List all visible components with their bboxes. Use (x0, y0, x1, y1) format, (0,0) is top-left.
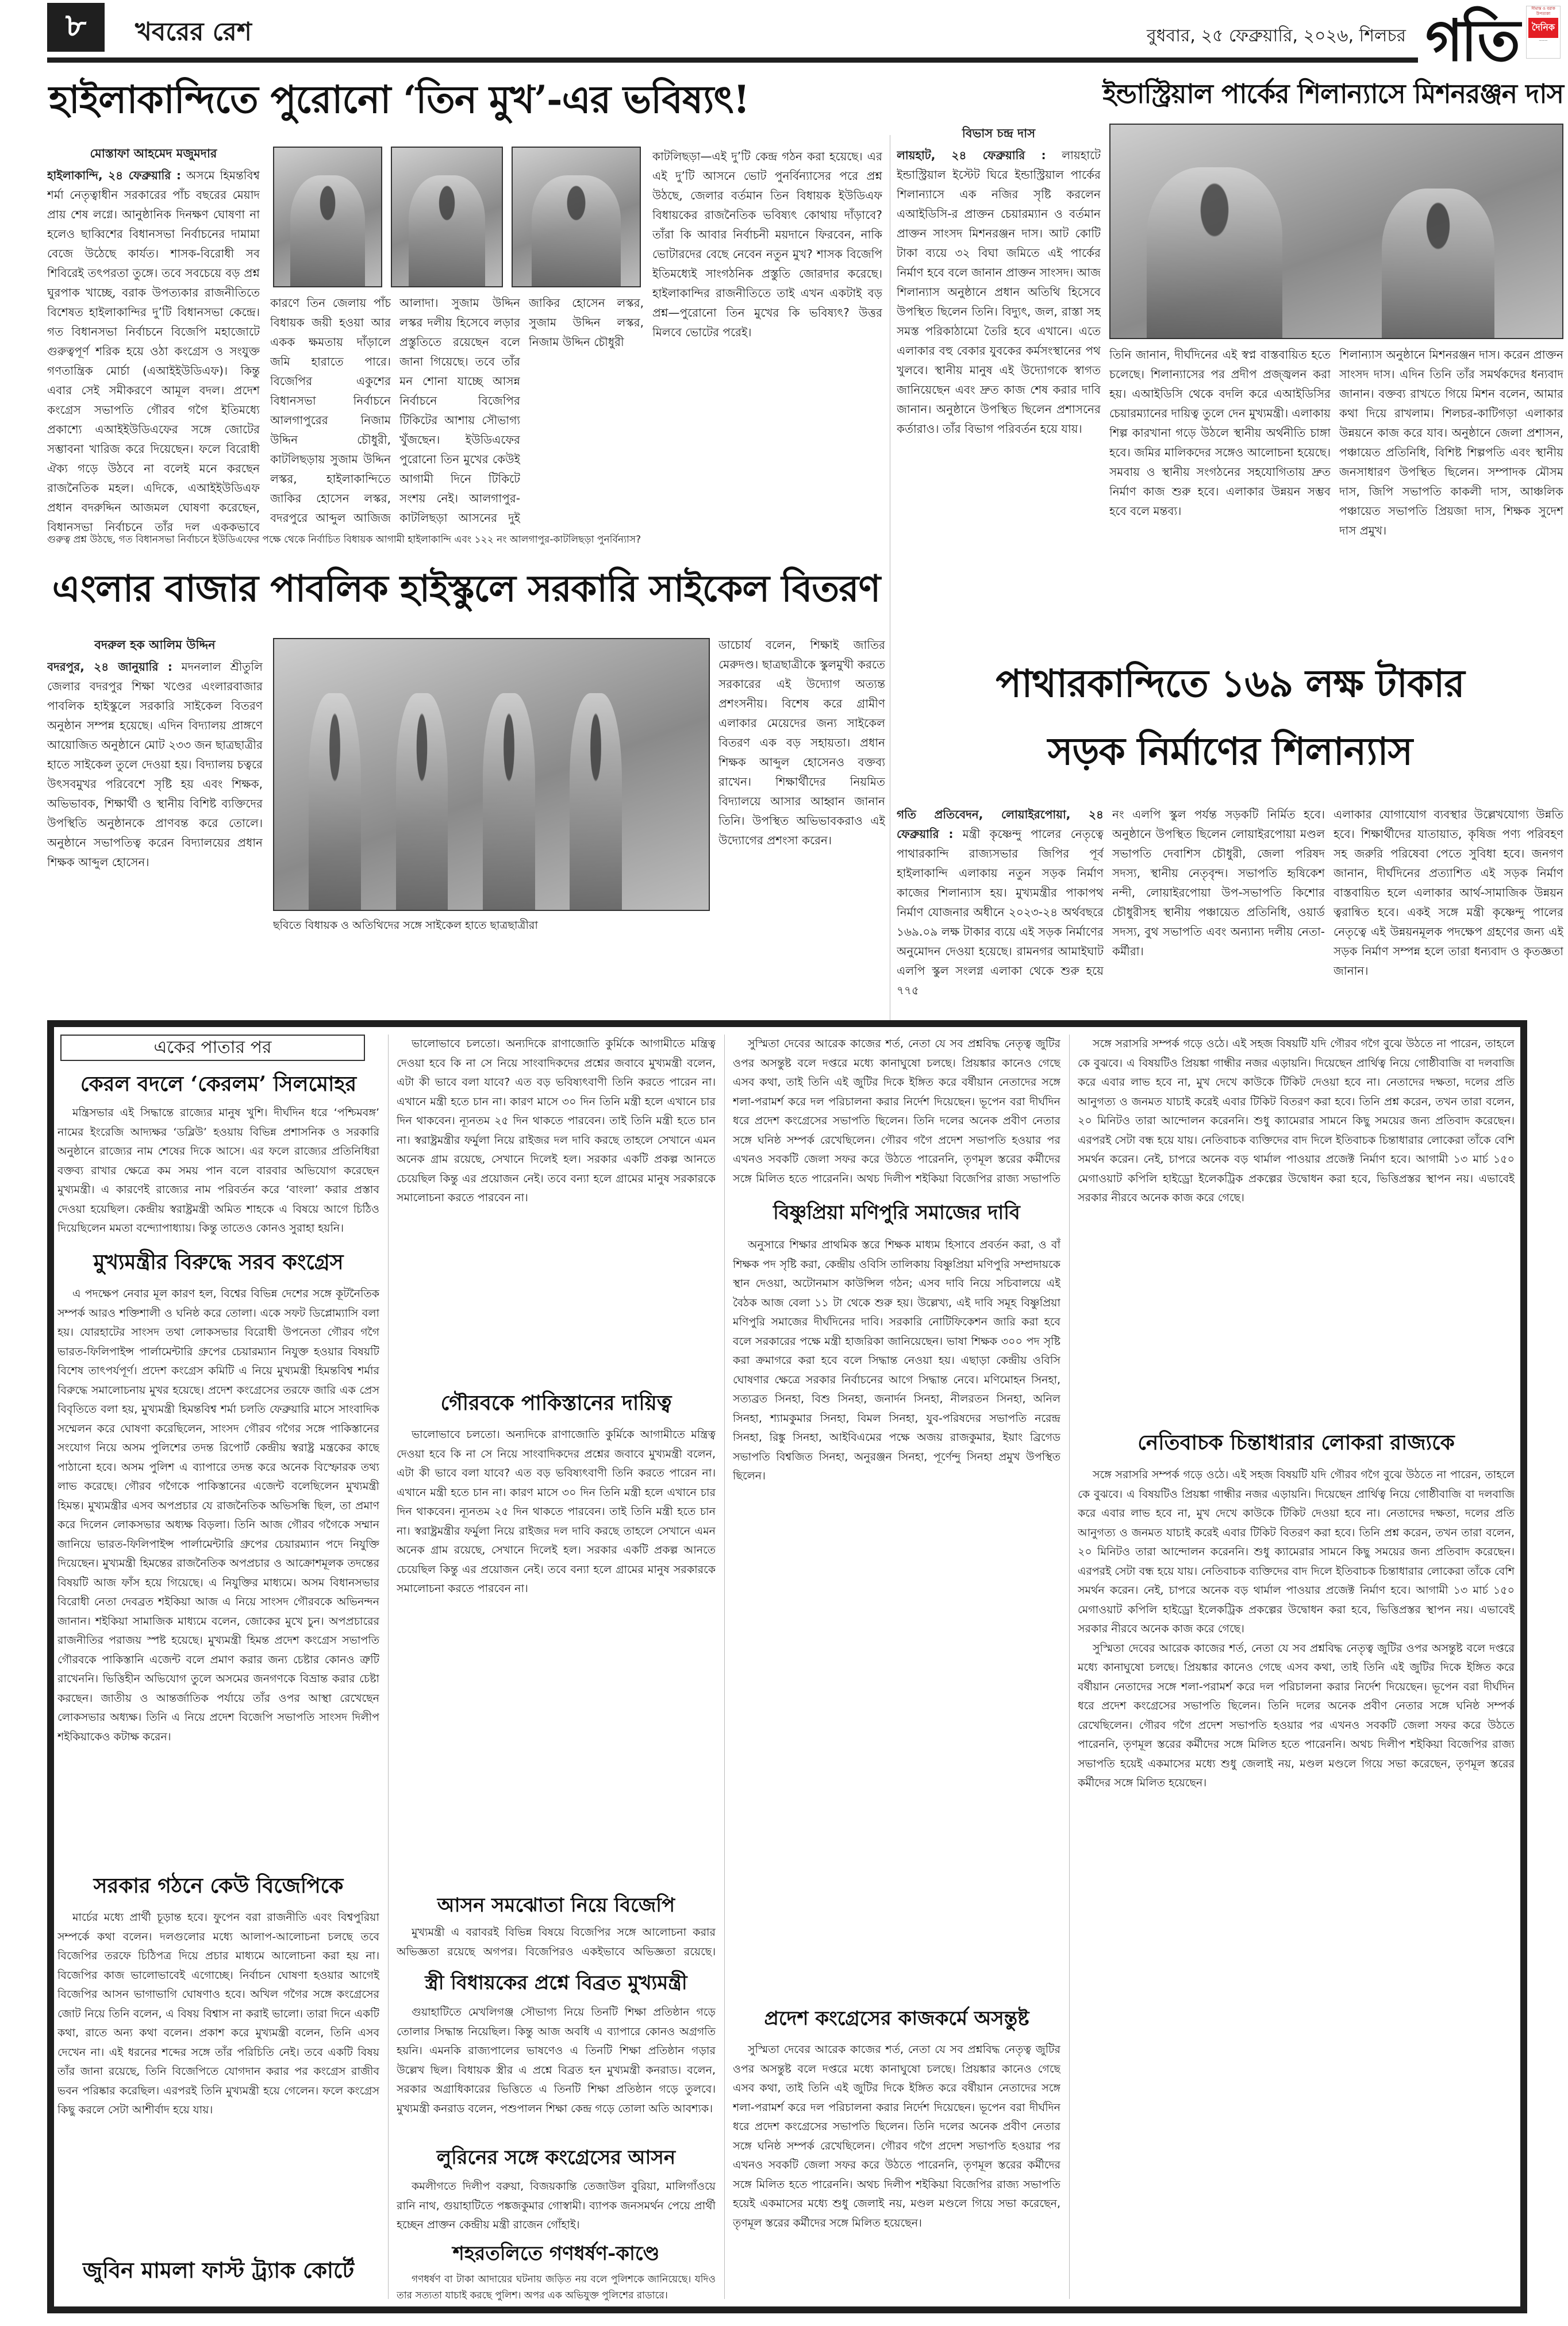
story2-headline: ইন্ডাস্ট্রিয়াল পার্কের শিলান্যাসে মিশনরঞ্জন দাস (1102, 78, 1563, 109)
cont-paragraph: গণধর্ষণ বা টাকা আদায়ের ঘটনায় জড়িত নয় বলে পুলিশকে জানিয়েছে। যদিও তার সত্যতা যাচাই করছে পুলিশ। অপর এক অভিযুক্ত পুলিশের রাডারে। (397, 2274, 716, 2301)
cont-text-negative (1078, 1466, 1515, 2293)
cont-text-negative-intro (1078, 1035, 1515, 1420)
cont-paragraph: ভালোভাবে চলতো। অন্যদিকে রাণাজোতি কুর্মিকে আগামীতে মন্ত্রিত্ব দেওয়া হবে কি না সে নিয়ে সাংবাদিকদের প্রশ্নের জবাবে মুখ্যমন্ত্রী বলেন, এটা কী ভাবে বলা যাবে? এত বড় ভবিষ্যৎবাণী তিনি করতে পারেন না। এখানে মন্ত্রী হতে চান না। কারণ মাসে ৩০ দিন তিনি মন্ত্রী হলে এখানে চার দিন থাকবেন। ন্যূনতম ২৫ দিন থাকতে পারবেন। তাই তিনি মন্ত্রী হতে চান না। স্বরাষ্ট্রমন্ত্রীর ফর্মুলা নিয়ে রাইজর দল দাবি করছে তাহলে সেখানে এমন অনেক গ্রাম রয়েছে, সেখানে দিলেই হল। সরকার একটি প্রকল্প আনতে চেয়েছিল কিন্তু এর প্রয়োজন নেই। তবে বন্যা হলে গ্রামের মানুষ সরকারকে সমালোচনা করতে পারবেন না। (397, 1037, 716, 1204)
story4-column-3 (1333, 805, 1563, 1017)
story1-text-2: কারণে তিন জেলায় পাঁচ বিধায়ক জয়ী হওয়া আর একক ক্ষমতায় দাঁড়ালে জমি হারাতে পারে। বিজেপির একুশের বিধানসভা নির্বাচনে আলগাপুরের নিজাম উদ্দিন চৌধুরী, কাটলিছড়ায় সুজাম উদ্দিন লস্কর, হাইলাকান্দিতে জাকির হোসেন লস্কর, বদরপুরে আব্দুল আজিজ (270, 296, 391, 525)
story1-text-4: কাটলিছড়া—এই দু’টি কেন্দ্র গঠন করা হয়েছে। এর এই দু’টি আসনে ভোট পুনর্বিন্যাসের পরে প্রশ্ন উঠছে, জেলার বর্তমান তিন বিধায়ক ইউডিএফ বিধায়কের রাজনৈতিক ভবিষ্যৎ কোথায় দাঁড়াবে? তাঁরা কি আবার নির্বাচনী ময়দানে ফিরবেন, নাকি ভোটারদের বেছে নেবেন নতুন মুখ? শাসক বিজেপি ইতিমধ্যেই সাংগঠনিক প্রস্তুতি জোরদার করেছে। হাইলাকান্দির রাজনীতিতে তাই এখন একটাই বড় প্রশ্ন—পুরোনো তিন মুখের কি ভবিষ্যৎ? উত্তর মিলবে ভোটের পরেই। (652, 149, 882, 339)
masthead-rule (47, 57, 1418, 63)
story1-caption-1: জাকির হোসেন লস্কর (529, 296, 640, 310)
cont-text-gangrape (397, 2271, 716, 2306)
story2-dateline: লায়হাট, ২৪ ফেব্রুয়ারি : (897, 148, 1046, 162)
story1-byline: মোস্তাফা আহমেদ মজুমদার (90, 147, 217, 160)
story1-text-3: আলাদা। সুজাম উদ্দিন লস্কর দলীয় হিসেবে লড়ার প্রস্তুতিতে রয়েছেন বলে জানা গিয়েছে। তবে তাঁর মন শোনা যাচ্ছে আসন্ন নির্বাচনে বিজেপির টিকিটের আশায় সৌভাগ্য খুঁজছেন। ইউডিএফের পুরোনো তিন মুখের কেউই আগামী দিনে টিকিটে সংশয় নেই। আলগাপুর-কাটলিছড়া আসনের দুই (399, 296, 520, 525)
cont-paragraph: সুস্মিতা দেবের আরেক কাজের শর্ত, নেতা যে সব প্রশ্নবিদ্ধ নেতৃত্ব জুটির ওপর অসন্তুষ্ট বলে দপ্তরে মধ্যে কানাঘুষো চলছে। প্রিয়ঙ্কার কানেও গেছে এসব কথা, তাই তিনি এই জুটির দিকে ইঙ্গিত করে বর্ষীয়ান নেতাদের সঙ্গে শলা-পরামর্শ করে দল পরিচালনা করার নির্দেশ দিয়েছেন। ভূপেন বরা দীর্ঘদিন ধরে প্রদেশ কংগ্রেসের সভাপতি ছিলেন। তিনি দলের অনেক প্রবীণ নেতার সঙ্গে ঘনিষ্ঠ সম্পর্ক রেখেছিলেন। গৌরব গগৈ প্রদেশ সভাপতি হওয়ার পর এখনও সবকটি জেলা সফর করে উঠতে পারেননি, তৃণমূল স্তরের কর্মীদের সঙ্গে মিলিত হতে পারেননি। অথচ দিলীপ শইকিয়া বিজেপির রাজ্য সভাপতি হয়েই একমাসের মধ্যে শুধু জেলাই নয়, মণ্ডল মণ্ডলে গিয়ে সভা করেছেন, তৃণমূল স্তরের কর্মীদের সঙ্গে মিলিত হয়েছেন। (733, 2043, 1060, 2229)
cont-headline-gaurav: গৌরবকে পাকিস্তানের দায়িত্ব (440, 1391, 672, 1415)
cont-paragraph: মার্চের মধ্যে প্রার্থী চূড়ান্ত হবে। ফুপেন বরা রাজনীতি এবং বিশ্বপুরিয়া সম্পর্কে কথা বলেন। দলগুলোর মধ্যে আলাপ-আলোচনা চলছে তবে বিজেপির তরফে চিঠিপত্র দিয়ে প্রচার মাধ্যমে আলোচনা করা হয় না। বিজেপির কাজ ভালোভাবেই এগোচ্ছে। নির্বাচন ঘোষণা হওয়ার আগেই বিজেপির আসন ভাগাভাগি ঘোষণাও হবে। অখিল গগৈর সঙ্গে কংগ্রেসের জোট নিয়ে তিনি বলেন, এ বিষয় বিশ্বাস না করাই ভালো। তারা দিনে একটি কথা, রাতে অন্য কথা বলেন। প্রকাশ করে মুখ্যমন্ত্রী বলেন, তিনি এসব দেখেন না। এই ধরনের শব্দের সঙ্গে তাঁর পরিচিতি নেই। তবে একটি বিষয় তাঁর জানা রয়েছে, তিনি বিজেপিতে যোগদান করার পর কংগ্রেস রাজীব ভবন পরিষ্কার করেছিল। এরপরই তিনি মুখ্যমন্ত্রী হয়ে গেলেন। ফলে কংগ্রেস কিছু করলে সেটা আশীর্বাদ হয়ে যায়। (57, 1911, 379, 2116)
story1-headline: হাইলাকান্দিতে পুরোনো ‘তিন মুখ’-এর ভবিষ্যৎ! (49, 77, 750, 122)
cont-text-bjp (57, 1908, 379, 2235)
cont-headline-seat: আসন সমঝোতা নিয়ে বিজেপি (437, 1894, 675, 1917)
cont-headline-zubeen: জুবিন মামলা ফাস্ট ট্র্যাক কোর্টে (82, 2257, 355, 2283)
cont-text-wife-mla (397, 2003, 716, 2137)
story4-text-1: মন্ত্রী কৃষ্ণেন্দু পালের নেতৃত্বে পাথারকান্দি রাজ্যসভার জিপির পূর্ব হাইলাকান্দি এলাকায় নতুন সড়ক নির্মাণ কাজের শিলান্যাস হয়। মুখ্যমন্ত্রীর পাকাপথ নির্মাণ যোজনার অধীনে ২০২৩-২৪ অর্থবছরে ১৬৯.০৯ লক্ষ টাকার ব্যয়ে এই সড়ক নির্মাণের অনুমোদন দেওয়া হয়েছে। রামনগর আমাইঘাট এলপি স্কুল সংলগ্ন এলাকা থেকে শুরু হয়ে ৭৭৫ (897, 827, 1104, 997)
story3-photo-caption: ছবিতে বিধায়ক ও অতিথিদের সঙ্গে সাইকেল হাতে ছাত্রছাত্রীরা (273, 919, 538, 932)
story1-last-line: গুরুত্ব প্রশ্ন উঠছে, গত বিধানসভা নির্বাচনে ইউডিএফের পক্ষে থেকে নির্বাচিত বিধায়ক আগামী হাইলাকান্দি এবং ১২২ নং আলগাপুর-কাটলিছড়া পুনর্বিন্যাস? (47, 534, 641, 545)
story3-text-2: ডাচোর্য বলেন, শিক্ষাই জাতির মেরুদণ্ড। ছাত্রছাত্রীকে স্কুলমুখী করতে সরকারের এই উদ্যোগ অত্যন্ত প্রশংসনীয়। বিশেষ করে গ্রামীণ এলাকার মেয়েদের জন্য সাইকেল বিতরণ এক বড় সহায়তা। প্রধান শিক্ষক আব্দুল হোসেনও বক্তব্য রাখেন। শিক্ষার্থীদের নিয়মিত বিদ্যালয়ে আসার আহ্বান জানান তিনি। উপস্থিত অভিভাবকরাও এই উদ্যোগের প্রশংসা করেন। (718, 638, 885, 847)
story1-text-1: অসমে হিমন্তবিশ্ব শর্মা নেতৃত্বাধীন সরকারের পাঁচ বছরের মেয়াদ প্রায় শেষ লগ্নে। আনুষ্ঠানিক দিনক্ষণ ঘোষণা না হলেও ছাব্বিশের বিধানসভা নির্বাচনের দামামা বেজে উঠেছে কার্যত। শাসক-বিরোধী সব শিবিরেই তৎপরতা তুঙ্গে। তবে সবচেয়ে বড় প্রশ্ন ঘুরপাক খাচ্ছে, বরাক উপত্যকার রাজনীতিতে বিশেষত হাইলাকান্দির দু’টি বিধানসভা কেন্দ্রে। গত বিধানসভা নির্বাচনে বিজেপি মহাজোটে গুরুত্বপূর্ণ শরিক হয়ে ওঠা কংগ্রেস ও সংযুক্ত গণতান্ত্রিক মোর্চা (এআইইউডিএফ)। কিন্তু এবার সেই সমীকরণে আমূল বদল। প্রদেশ কংগ্রেস সভাপতি গৌরব গগৈ ইতিমধ্যে প্রকাশ্যে এআইইউডিএফের সঙ্গে জোটের সম্ভাবনা খারিজ করে দিয়েছেন। ফলে বিরোধী ঐক্য গড়ে উঠবে না বলেই মনে করছেন রাজনৈতিক মহল। এদিকে, এআইইউডিএফ প্রধান বদরুদ্দিন আজমল ঘোষণা করেছেন, বিধানসভা নির্বাচনে তাঁর দল এককভাবে (47, 168, 260, 534)
story2-column-2 (1109, 345, 1331, 638)
cont-text-kerala (57, 1104, 379, 1239)
issue-dateline: বুধবার, ২৫ ফেব্রুয়ারি, ২০২৬, শিলচর (1147, 26, 1406, 46)
cont-text-lurin (397, 2177, 716, 2235)
cont-paragraph: সুস্মিতা দেবের আরেক কাজের শর্ত, নেতা যে সব প্রশ্নবিদ্ধ নেতৃত্ব জুটির ওপর অসন্তুষ্ট বলে দপ্তরে মধ্যে কানাঘুষো চলছে। প্রিয়ঙ্কার কানেও গেছে এসব কথা, তাই তিনি এই জুটির দিকে ইঙ্গিত করে বর্ষীয়ান নেতাদের সঙ্গে শলা-পরামর্শ করে দল পরিচালনা করার নির্দেশ দিয়েছেন। ভূপেন বরা দীর্ঘদিন ধরে প্রদেশ কংগ্রেসের সভাপতি ছিলেন। তিনি দলের অনেক প্রবীণ নেতার সঙ্গে ঘনিষ্ঠ সম্পর্ক রেখেছিলেন। গৌরব গগৈ প্রদেশ সভাপতি হওয়ার পর এখনও সবকটি জেলা সফর করে উঠতে পারেননি, তৃণমূল স্তরের কর্মীদের সঙ্গে মিলিত হতে পারেননি। অথচ দিলীপ শইকিয়া বিজেপির রাজ্য সভাপতি (733, 1037, 1060, 1185)
story1-column-2 (270, 293, 391, 528)
story1-column-1 (47, 144, 260, 535)
story2-column-3: শিলান্যাস অনুষ্ঠানে মিশনরঞ্জন দাস। করেন প্রাক্তন সাংসদ দাস। এদিন তিনি তাঁর সমর্থকদের ধন্যবাদ জানান। বক্তব্য রাখতে গিয়ে মিশন বলেন, আমার কথা দিয়ে রাখলাম। শিলচর-কাটিগড়া এলাকার উন্নয়নে কাজ করে যাব। অনুষ্ঠানে জেলা প্রশাসন, পঞ্চায়েত প্রতিনিধি, বিশিষ্ট শিল্পপতি এবং স্থানীয় জনসাধারণ উপস্থিত ছিলেন। সম্পাদক মৌসম দাস, জিপি সভাপতি কাকলী দাস, আঞ্চলিক পঞ্চায়েত সভাপতি প্রিয়জা দাস, শিক্ষক সুদেশ দাস প্রমুখ। (1339, 348, 1563, 537)
story2-photo (1109, 124, 1563, 339)
logo-badge-text: দৈনিক (1528, 18, 1558, 38)
story4-text-2: নং এলপি স্কুল পর্যন্ত সড়কটি নির্মিত হবে। অনুষ্ঠানে উপস্থিত ছিলেন লোয়াইরপোয়া মণ্ডল সভাপতি দেবাশিস চৌধুরী, জেলা পরিষদ সদস্য, স্থানীয় নেতৃবৃন্দ। সভাপতি হৃষিকেশ নন্দী, লোয়াইরপোয়া উপ-সভাপতি কিশোর চৌধুরীসহ স্থানীয় পঞ্চায়েত প্রতিনিধি, ওয়ার্ড সদস্য, বুথ সভাপতি এবং অন্যান্য দলীয় নেতা-কর্মীরা। (1112, 808, 1325, 958)
cont-paragraph: সুস্মিতা দেবের আরেক কাজের শর্ত, নেতা যে সব প্রশ্নবিদ্ধ নেতৃত্ব জুটির ওপর অসন্তুষ্ট বলে দপ্তরে মধ্যে কানাঘুষো চলছে। প্রিয়ঙ্কার কানেও গেছে এসব কথা, তাই তিনি এই জুটির দিকে ইঙ্গিত করে বর্ষীয়ান নেতাদের সঙ্গে শলা-পরামর্শ করে দল পরিচালনা করার নির্দেশ দিয়েছেন। ভূপেন বরা দীর্ঘদিন ধরে প্রদেশ কংগ্রেসের সভাপতি ছিলেন। তিনি দলের অনেক প্রবীণ নেতার সঙ্গে ঘনিষ্ঠ সম্পর্ক রেখেছিলেন। গৌরব গগৈ প্রদেশ সভাপতি হওয়ার পর এখনও সবকটি জেলা সফর করে উঠতে পারেননি, তৃণমূল স্তরের কর্মীদের সঙ্গে মিলিত হতে পারেননি। অথচ দিলীপ শইকিয়া বিজেপির রাজ্য সভাপতি হয়েই একমাসের মধ্যে শুধু জেলাই নয়, মণ্ডল মণ্ডলে গিয়ে সভা করেছেন, তৃণমূল স্তরের কর্মীদের সঙ্গে মিলিত হয়েছেন। (1078, 1641, 1515, 1789)
cont-paragraph: মুখ্যমন্ত্রী এ বরাবরই বিভিন্ন বিষয়ে বিজেপির সঙ্গে আলোচনা করার অভিজ্ঞতা রয়েছে অগপর। বিজেপিরও একইভাবে অভিজ্ঞতা রয়েছে। (397, 1926, 716, 1958)
cont-headline-lurin: লুরিনের সঙ্গে কংগ্রেসের আসন (436, 2146, 676, 2169)
story1-column-3 (399, 293, 520, 528)
cont-headline-kerala: কেরল বদলে ‘কেরলম’ সিলমোহর (80, 1072, 357, 1096)
story1-dateline: হাইলাকান্দি, ২৪ ফেব্রুয়ারি : (47, 168, 181, 182)
cont-paragraph: মন্ত্রিসভার এই সিদ্ধান্তে রাজ্যের মানুষ খুশি। দীর্ঘদিন ধরে ‘পশ্চিমবঙ্গ’ নামের ইংরেজি আদ্যক্ষর ‘ডব্লিউ’ হওয়ায় বিভিন্ন প্রশাসনিক ও সরকারি অনুষ্ঠানে রাজ্যের নাম শেষের দিকে আসে। এর ফলে রাজ্যের প্রতিনিধিরা বক্তব্য রাখার ক্ষেত্রে কম সময় পান বলে বারবার অভিযোগ করেছেন মুখ্যমন্ত্রী। এ কারণেই রাজ্যের নাম পরিবর্তন করে ‘বাংলা’ করার প্রস্তাব দেওয়া হয়েছিল। কেন্দ্রীয় স্বরাষ্ট্রমন্ত্রী অমিত শাহকে এ বিষয়ে আগে চিঠিও দিয়েছিলেন মমতা বন্দ্যোপাধ্যায়। কিন্তু তাতেও কোনও সুরাহা হয়নি। (57, 1106, 379, 1235)
story3-text-1: মদনলাল শ্রীতুলি জেলার বদরপুর শিক্ষা খণ্ডের এংলারবাজার পাবলিক হাইস্কুলে সরকারি সাইকেল বিতরণ অনুষ্ঠান সম্পন্ন হয়েছে। এদিন বিদ্যালয় প্রাঙ্গণে আয়োজিত অনুষ্ঠানে মোট ২৩৩ জন ছাত্রছাত্রীর হাতে সাইকেল তুলে দেওয়া হয়। বিদ্যালয় চত্বরে উৎসবমুখর পরিবেশে সৃষ্টি হয় এবং শিক্ষক, অভিভাবক, শিক্ষার্থী ও স্থানীয় বিশিষ্ট ব্যক্তিদের উপস্থিতি অনুষ্ঠানকে প্রাণবন্ত করে তোলে। অনুষ্ঠানে সভাপতিত্ব করেন বিদ্যালয়ের প্রধান শিক্ষক আব্দুল হোসেন। (47, 660, 263, 869)
story1-caption-2: সুজাম উদ্দিন লস্কর (529, 316, 640, 329)
cont-paragraph: কমলীগতে দিলীপ বরুয়া, বিজয়কান্তি তেজাউল বুরিয়া, মালিগাঁওয়ে রানি নাথ, গুয়াহাটিতে পঙ্কজকুমার গোস্বামী। ব্যাপক জনসমর্থন পেয়ে প্রার্থী হচ্ছেন প্রাক্তন কেন্দ্রীয় মন্ত্রী রাজেন গোঁহাই। (397, 2180, 716, 2231)
story1-photo-1 (273, 147, 382, 287)
story2-text-3: করেন প্রাক্তন সাংসদ দাস। এদিন তিনি তাঁর সমর্থকদের ধন্যবাদ জানান। বক্তব্য রাখতে গিয়ে মিশন বলেন, আমার কথা দিয়ে রাখলাম। শিলচর-কাটিগড়া এলাকার উন্নয়নে কাজ করে যাব। অনুষ্ঠানে জেলা প্রশাসন, পঞ্চায়েত প্রতিনিধি, বিশিষ্ট শিল্পপতি এবং স্থানীয় জনসাধারণ উপস্থিত ছিলেন। সম্পাদক মৌসম দাস, জিপি সভাপতি কাকলী দাস, আঞ্চলিক পঞ্চায়েত সভাপতি প্রিয়জা দাস, শিক্ষক সুদেশ দাস প্রমুখ। (1339, 348, 1563, 537)
cont-text-gaurav-intro (397, 1035, 716, 1381)
story1-caption-3: নিজাম উদ্দিন চৌধুরী (529, 335, 624, 349)
newspaper-logo (1425, 1, 1563, 74)
logo-badge (1526, 6, 1561, 59)
story4-headline-line-1: পাথারকান্দিতে ১৬৯ লক্ষ টাকার (996, 661, 1465, 706)
continuation-label: একের পাতার পর (60, 1035, 365, 1061)
cont-headline-gangrape: শহরতলিতে গণধর্ষণ-কাণ্ডে (452, 2242, 660, 2265)
story2-byline: বিভাস চন্দ্র দাস (962, 126, 1036, 140)
logo-tagline: সীমান্ত ও বরাক উপত্যকা (1531, 6, 1555, 16)
story1-column-4 (652, 147, 882, 528)
cont-headline-pcc: প্রদেশ কংগ্রেসের কাজকর্মে অসন্তুষ্ট (764, 2007, 1029, 2030)
cont-headline-bishnupriya: বিষ্ণুপ্রিয়া মণিপুরি সমাজের দাবি (773, 1201, 1020, 1224)
cont-headline-wife-mla: স্ত্রী বিধায়কের প্রশ্নে বিব্রত মুখ্যমন্ত্রী (425, 1971, 687, 1994)
story3-column-2 (718, 635, 885, 1017)
section-name: খবরের রেশ (135, 17, 252, 47)
cont-text-gaurav (397, 1425, 716, 1887)
page-number: ৮ (47, 3, 105, 52)
story3-dateline: বদরপুর, ২৪ জানুয়ারি : (47, 660, 172, 674)
story4-column-2 (1112, 805, 1325, 1017)
story1-photo-2 (391, 147, 503, 287)
cont-paragraph: গুয়াহাটিতে মেখলিগঞ্জ সৌভাগ্য নিয়ে তিনটি শিক্ষা প্রতিষ্ঠান গড়ে তোলার সিদ্ধান্ত নিয়েছিল। কিন্তু আজ অবধি এ ব্যাপারে কোনও অগ্রগতি হয়নি। এমনকি রাজ্যপালের ভাষণেও এ তিনটি শিক্ষা প্রতিষ্ঠান গড়ার উল্লেখ ছিল। বিধায়ক স্ত্রীর এ প্রশ্নে বিব্রত হন মুখ্যমন্ত্রী কনরাড। বলেন, সরকার অগ্রাধিকারের ভিত্তিতে এ তিনটি শিক্ষা প্রতিষ্ঠান গড়ে তুলবে। মুখ্যমন্ত্রী কনরাড বলেন, পশুপালন শিক্ষা কেন্দ্র গড়ে তোলা অতি আবশ্যক। (397, 2006, 716, 2115)
story4-text-3: এলাকার যোগাযোগ ব্যবস্থার উল্লেখযোগ্য উন্নতি হবে। শিক্ষার্থীদের যাতায়াত, কৃষিজ পণ্য পরিবহণ সহ জরুরি পরিষেবা পেতে সুবিধা হবে। জনগণ জানান, দীর্ঘদিনের প্রত্যাশিত এই সড়ক নির্মাণ বাস্তবায়িত হলে এলাকার আর্থ-সামাজিক উন্নয়ন ত্বরান্বিত হবে। একই সঙ্গে মন্ত্রী কৃষ্ণেন্দু পালের নেতৃত্বে এই উন্নয়নমূলক পদক্ষেপ গ্রহণের জন্য এই সড়ক নির্মাণ সম্পন্ন হলে তারা ধন্যবাদ ও কৃতজ্ঞতা জানান। (1333, 808, 1563, 978)
story3-column-1 (47, 635, 263, 1017)
cont-headline-congress: মুখ্যমন্ত্রীর বিরুদ্ধে সরব কংগ্রেস (93, 1250, 344, 1274)
story3-headline: এংলার বাজার পাবলিক হাইস্কুলে সরকারি সাইকেল বিতরণ (52, 567, 881, 610)
story3-byline: বদরুল হক আলিম উদ্দিন (94, 638, 216, 652)
story4-dateline: গতি প্রতিবেদন, লোয়াইরপোয়া, ২৪ ফেব্রুয়ারি : (897, 808, 1104, 841)
cont-paragraph: সঙ্গে সরাসরি সম্পর্ক গড়ে ওঠে। এই সহজ বিষয়টি যদি গৌরব গগৈ বুঝে উঠতে না পারেন, তাহলে কে বুঝবে। এ বিষয়টিও প্রিয়ঙ্কা গান্ধীর নজর এড়ায়নি। দিয়েছেন প্রার্থিত্ব নিয়ে গোষ্ঠীবাজি বা দলবাজি করে এবার লাভ হবে না, মুখ দেখে কাউকে টিকিট দেওয়া হবে না। নেতাদের দক্ষতা, দলের প্রতি আনুগত্য ও জনমত যাচাই করেই এবার টিকিট বিতরণ করা হবে। তিনি প্রশ্ন করেন, তখন তারা বলেন, ২০ মিনিটও তারা আন্দোলন করেননি। শুধু ক্যামেরার সামনে কিছু সময়ের জন্য প্রতিবাদ করেছেন। এরপরই সেটা বন্ধ হয়ে যায়। নেতিবাচক ব্যক্তিদের বাদ দিলে ইতিবাচক চিন্তাধারার লোকেরা তাঁকে বেশি সমর্থন করেন। নেই, চাপরে অনেক বড় থার্মাল পাওয়ার প্রজেক্ট নির্মাণ হবে। আগামী ১৩ মার্চ ১৫০ মেগাওয়াট কপিলি হাইড্রো ইলেকট্রিক প্রকল্পের উদ্বোধন করা হবে, ভিত্তিপ্রস্তর স্থাপন নয়। এভাবেই সরকার নীরবে অনেক কাজ করে গেছে। (1078, 1468, 1515, 1635)
cont-headline-bjp: সরকার গঠনে কেউ বিজেপিকে (93, 1874, 344, 1898)
column-divider (388, 1035, 389, 2299)
cont-text-bishnupriya-intro (733, 1035, 1060, 1189)
column-divider (1069, 1035, 1070, 2299)
cont-text-pcc (733, 2040, 1060, 2291)
story4-headline-line-2: সড়ক নির্মাণের শিলান্যাস (1047, 729, 1413, 774)
story3-photo (273, 638, 710, 911)
story2-photo-caption: শিলান্যাস অনুষ্ঠানে মিশনরঞ্জন দাস (1339, 348, 1496, 362)
cont-text-seat (397, 1923, 716, 1962)
logo-fineprint-icon: ——— (1539, 39, 1548, 43)
story1-photo-3 (512, 147, 641, 287)
logo-wordmark: গতি (1425, 6, 1519, 74)
cont-text-bishnupriya (733, 1236, 1060, 1996)
story2-column-1 (897, 124, 1101, 644)
story2-text-1: লায়হাটে ইন্ডাস্ট্রিয়াল ইস্টেট ঘিরে ইন্ডাস্ট্রিয়াল পার্কের শিলান্যাসে এক নজির সৃষ্টি করলেন এআইডিসি-র প্রাক্তন চেয়ারম্যান ও বর্তমান প্রাক্তন সাংসদ মিশনরঞ্জন দাস। আট কোটি টাকা ব্যয়ে ৩২ বিঘা জমিতে এই পার্কের নির্মাণ হবে বলে জানান প্রাক্তন সাংসদ। আজ শিলান্যাস অনুষ্ঠানে প্রধান অতিথি হিসেবে উপস্থিত ছিলেন তিনি। বিদ্যুৎ, জল, রাস্তা সহ সমস্ত পরিকাঠামো তৈরি হবে এখানে। এতে এলাকার বহু বেকার যুবকের কর্মসংস্থানের পথ খুলবে। স্থানীয় মানুষ এই উদ্যোগকে স্বাগত জানিয়েছেন এবং দ্রুত কাজ শেষ করার দাবি জানান। অনুষ্ঠানে উপস্থিত ছিলেন প্রশাসনের কর্তারাও। তাঁর বিভাগ পরিবর্তন হয়ে যায়। (897, 148, 1101, 436)
column-divider (724, 1035, 725, 2299)
story4-column-1 (897, 805, 1104, 1017)
cont-paragraph: এ পদক্ষেপ নেবার মূল কারণ হল, বিশ্বের বিভিন্ন দেশের সঙ্গে কূটনৈতিক সম্পর্ক আরও শক্তিশালী ও ঘনিষ্ঠ করে তোলা। একে সফট ডিপ্লোম্যাসি বলা হয়। যোরহাটের সাংসদ তথা লোকসভার বিরোধী উপনেতা গৌরব গগৈ ভারত-ফিলিপাইন্স পার্লামেন্টারি গ্রুপের চেয়ারম্যান নিযুক্ত হওয়ার বিষয়টি বিশেষ তাৎপর্যপূর্ণ। প্রদেশ কংগ্রেস কমিটি এ নিয়ে মুখ্যমন্ত্রী হিমন্তবিশ্ব শর্মার বিরুদ্ধে সমালোচনায় মুখর হয়েছে। প্রদেশ কংগ্রেসের তরফে জারি এক প্রেস বিবৃতিতে বলা হয়, মুখ্যমন্ত্রী হিমন্তবিশ্ব শর্মা চলতি ফেব্রুয়ারি মাসে সাংবাদিক সম্মেলন করে ঘোষণা করেছিলেন, সাংসদ গৌরব গগৈর সঙ্গে পাকিস্তানের সংযোগ নিয়ে অসম পুলিশের তদন্ত রিপোর্ট কেন্দ্রীয় স্বরাষ্ট্র মন্ত্রকের কাছে পাঠানো হবে। অসম পুলিশ এ ব্যাপারে তদন্ত করে অনেক বিস্ফোরক তথ্য লাভ করেছে। গৌরব গগৈকে পাকিস্তানের এজেন্ট বলেছিলেন মুখ্যমন্ত্রী হিমন্ত। মুখ্যমন্ত্রীর এসব অপপ্রচার যে রাজনৈতিক অভিসন্ধি ছিল, তা প্রমাণ করে দিলেন লোকসভার অধ্যক্ষ বিড়লা। তিনি আজ গৌরব গগৈকে সম্মান জানিয়ে ভারত-ফিলিপাইন্স পার্লামেন্টারি গ্রুপের চেয়ারম্যান পদে নিযুক্তি দিয়েছেন। মুখ্যমন্ত্রী হিমন্তের রাজনৈতিক অপপ্রচার ও আক্রোশমূলক তদন্তের বিষয়টি আজ ফাঁস হয়ে গিয়েছে। এ নিযুক্তির মাধ্যমে। অসম বিধানসভার বিরোধী নেতা দেবব্রত শইকিয়া আজ এ নিয়ে সাংসদ গৌরবকে অভিনন্দন জানান। শইকিয়া সামাজিক মাধ্যমে বলেন, জোকের মুখে চুন। অপপ্রচারের রাজনীতির পরাজয় স্পষ্ট হয়েছে। মুখ্যমন্ত্রী হিমন্ত প্রদেশ কংগ্রেস সভাপতি গৌরবকে পাকিস্তানি এজেন্ট বলে প্রমাণ করার জন্য চেষ্টার কোনও ত্রুটি রাখেননি। ভিত্তিহীন অভিযোগ তুলে অসমের জনগণকে বিভ্রান্ত করার চেষ্টা করছেন। জাতীয় ও আন্তর্জাতিক পর্যায়ে তাঁর ওপর আস্থা রেখেছেন লোকসভার অধ্যক্ষ। তিনি এ নিয়ে প্রদেশ বিজেপি সভাপতি সাংসদ দিলীপ শইকিয়াকেও কটাক্ষ করেন। (57, 1287, 379, 1743)
cont-paragraph: অনুসারে শিক্ষার প্রাথমিক স্তরে শিক্ষক মাধ্যম হিসাবে প্রবর্তন করা, ও বাঁ শিক্ষক পদ সৃষ্টি করা, কেন্দ্রীয় ওবিসি তালিকায় বিষ্ণুপ্রিয়া মণিপুরি সম্প্রদায়কে স্থান দেওয়া, অটোনমাস কাউন্সিল গঠন; এসব দাবি নিয়ে সচিবালয়ে এই বৈঠক আজ বেলা ১১ টা থেকে শুরু হয়। উল্লেখ্য, এই দাবি সমূহ বিষ্ণুপ্রিয়া মণিপুরি সমাজের দীর্ঘদিনের দাবি। সরকারি নোটিফিকেশন জারি করা হবে বলে সরকারের পক্ষে মন্ত্রী হাজরিকা জানিয়েছেন। ভাষা শিক্ষক ৩০০ পদ সৃষ্টি করা ক্রমাগরে করা হবে বলে সিদ্ধান্ত নেওয়া হয়। এছাড়া কেন্দ্রীয় ওবিসি ঘোষণার ক্ষেত্রে সরকার নির্বাচনের আগে সিদ্ধান্ত নেবে। মণিমোহন সিনহা, সত্যব্রত সিনহা, বিশু সিনহা, জনার্দন সিনহা, নীলরতন সিনহা, অনিল সিনহা, শ্যামকুমার সিনহা, বিমল সিনহা, যুব-পরিষদের সভাপতি নরেন্দ্র সিনহা, রিঙ্কু সিনহা, আইবিএমের পক্ষে অজয় রাজকুমার, ইয়াং ব্রিগেড সভাপতি বিশ্বজিত সিনহা, অনুরঞ্জন সিনহা, পূর্ণেন্দু সিনহা প্রমুখ উপস্থিত ছিলেন। (733, 1239, 1060, 1482)
cont-headline-negative: নেতিবাচক চিন্তাধারার লোকরা রাজ্যকে (1137, 1431, 1455, 1455)
story4-headline (897, 649, 1563, 799)
story2-text-2: তিনি জানান, দীর্ঘদিনের এই স্বপ্ন বাস্তবায়িত হতে চলেছে। শিলান্যাসের পর প্রদীপ প্রজ্জ্বলন করা হয়। এআইডিসি থেকে বদলি করে এআইডিসির চেয়ারম্যানের দায়িত্ব তুলে দেন মুখ্যমন্ত্রী। এলাকায় শিল্প কারখানা গড়ে উঠলে স্থানীয় অর্থনীতি চাঙ্গা হবে। জমির মালিকদের সঙ্গেও আলোচনা হয়েছে। সমবায় ও স্থানীয় সংগঠনের সহযোগিতায় দ্রুত নির্মাণ কাজ শুরু হবে। এলাকার উন্নয়ন সম্ভব হবে বলে মন্তব্য। (1109, 348, 1331, 518)
story1-column-3b: জাকির হোসেন লস্কর, সুজাম উদ্দিন লস্কর, নিজাম উদ্দিন চৌধুরী (529, 296, 644, 349)
cont-paragraph: ভালোভাবে চলতো। অন্যদিকে রাণাজোতি কুর্মিকে আগামীতে মন্ত্রিত্ব দেওয়া হবে কি না সে নিয়ে সাংবাদিকদের প্রশ্নের জবাবে মুখ্যমন্ত্রী বলেন, এটা কী ভাবে বলা যাবে? এত বড় ভবিষ্যৎবাণী তিনি করতে পারেন না। এখানে মন্ত্রী হতে চান না। কারণ মাসে ৩০ দিন তিনি মন্ত্রী হলে এখানে চার দিন থাকবেন। ন্যূনতম ২৫ দিন থাকতে পারবেন। তাই তিনি মন্ত্রী হতে চান না। স্বরাষ্ট্রমন্ত্রীর ফর্মুলা নিয়ে রাইজর দল দাবি করছে তাহলে সেখানে এমন অনেক গ্রাম রয়েছে, সেখানে দিলেই হল। সরকার একটি প্রকল্প আনতে চেয়েছিল কিন্তু এর প্রয়োজন নেই। তবে বন্যা হলে গ্রামের মানুষ সরকারকে সমালোচনা করতে পারবেন না। (397, 1428, 716, 1595)
cont-text-congress (57, 1285, 379, 1862)
cont-paragraph: সঙ্গে সরাসরি সম্পর্ক গড়ে ওঠে। এই সহজ বিষয়টি যদি গৌরব গগৈ বুঝে উঠতে না পারেন, তাহলে কে বুঝবে। এ বিষয়টিও প্রিয়ঙ্কা গান্ধীর নজর এড়ায়নি। দিয়েছেন প্রার্থিত্ব নিয়ে গোষ্ঠীবাজি বা দলবাজি করে এবার লাভ হবে না, মুখ দেখে কাউকে টিকিট দেওয়া হবে না। নেতাদের দক্ষতা, দলের প্রতি আনুগত্য ও জনমত যাচাই করেই এবার টিকিট বিতরণ করা হবে। তিনি প্রশ্ন করেন, তখন তারা বলেন, ২০ মিনিটও তারা আন্দোলন করেননি। শুধু ক্যামেরার সামনে কিছু সময়ের জন্য প্রতিবাদ করেছেন। এরপরই সেটা বন্ধ হয়ে যায়। নেতিবাচক ব্যক্তিদের বাদ দিলে ইতিবাচক চিন্তাধারার লোকেরা তাঁকে বেশি সমর্থন করেন। নেই, চাপরে অনেক বড় থার্মাল পাওয়ার প্রজেক্ট নির্মাণ হবে। আগামী ১৩ মার্চ ১৫০ মেগাওয়াট কপিলি হাইড্রো ইলেকট্রিক প্রকল্পের উদ্বোধন করা হবে, ভিত্তিপ্রস্তর স্থাপন নয়। এভাবেই সরকার নীরবে অনেক কাজ করে গেছে। (1078, 1037, 1515, 1204)
